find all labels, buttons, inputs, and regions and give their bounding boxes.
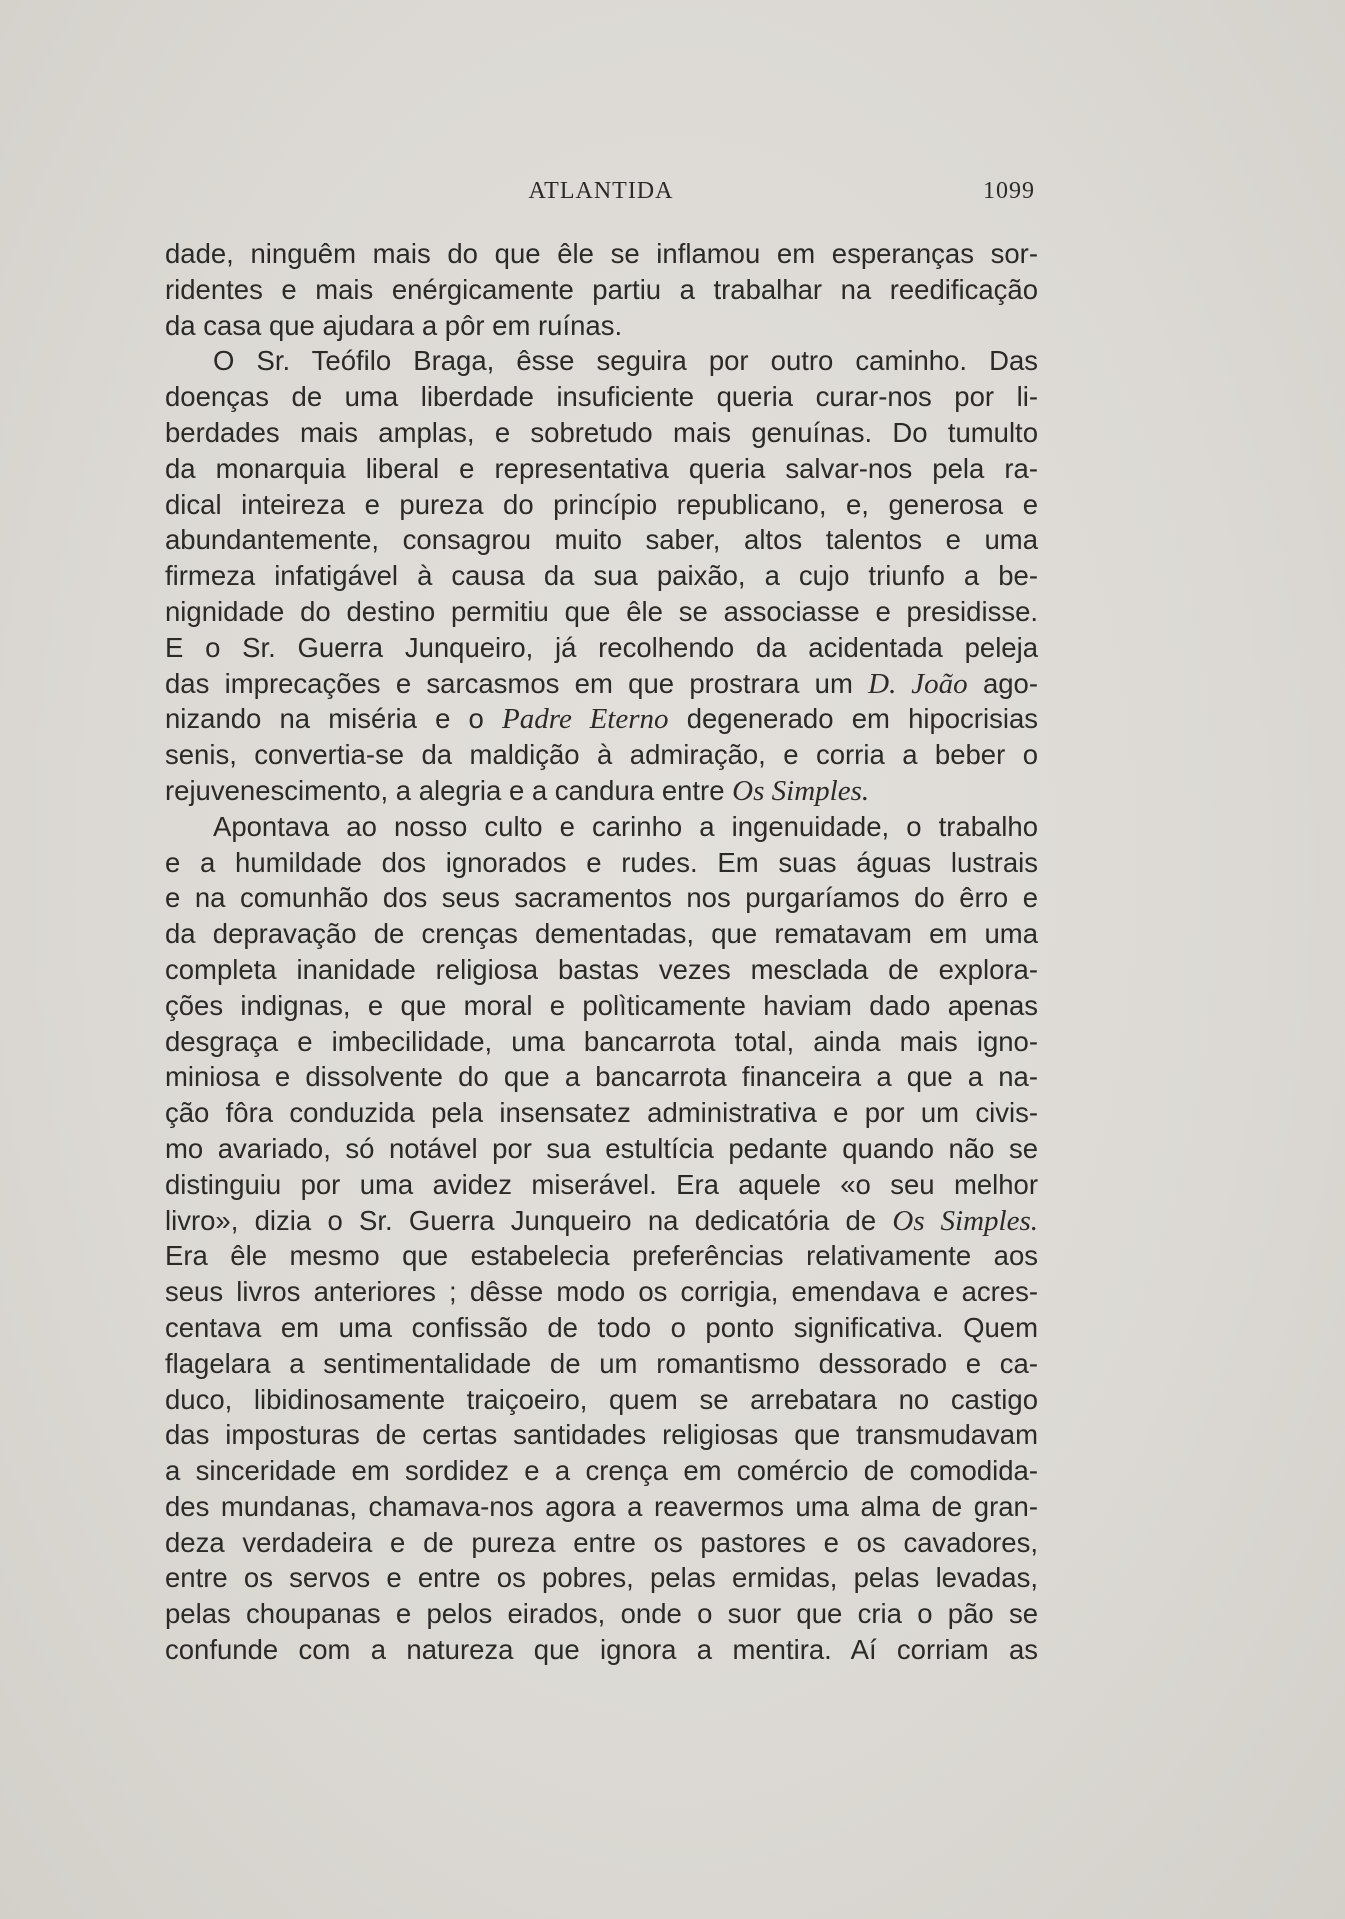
text-line: das imposturas de certas santidades religiosas que transmudavam: [165, 1419, 1038, 1451]
page-number: 1099: [983, 178, 1035, 204]
text-line: E o Sr. Guerra Junqueiro, já recolhendo da acidentada peleja: [165, 631, 1038, 663]
text-line: duco, libidinosamente traiçoeiro, quem se arrebatara no castigo: [165, 1383, 1038, 1415]
text-line: ções indignas, e que moral e polìticamente haviam dado apenas: [165, 989, 1038, 1021]
text-segment: ago-: [967, 667, 1038, 699]
text-line: a sinceridade em sordidez e a crença em comércio de comodida-: [165, 1455, 1038, 1487]
text-line: entre os servos e entre os pobres, pelas ermidas, pelas levadas,: [165, 1562, 1038, 1594]
text-line: pelas choupanas e pelos eirados, onde o suor que cria o pão se: [165, 1598, 1038, 1630]
text-line: seus livros anteriores ; dêsse modo os corrigia, emendava e acres-: [165, 1276, 1038, 1308]
text-segment: das imprecações e sarcasmos em que prostrara um: [165, 667, 869, 699]
italic-title: Os Simples.: [892, 1204, 1038, 1237]
text-line: e a humildade dos ignorados e rudes. Em suas águas lustrais: [165, 846, 1038, 878]
running-title: ATLANTIDA: [528, 178, 674, 204]
text-line: dade, ninguêm mais do que êle se inflamou em esperanças sor-: [165, 238, 1038, 269]
text-line: flagelara a sentimentalidade de um romantismo dessorado e ca-: [165, 1347, 1038, 1379]
text-line: miniosa e dissolvente do que a bancarrota financeira a que a na-: [165, 1061, 1038, 1093]
text-line: da casa que ajudara a pôr em ruínas.: [165, 309, 623, 341]
text-line: e na comunhão dos seus sacramentos nos purgaríamos do êrro e: [165, 882, 1038, 914]
text-line: Apontava ao nosso culto e carinho a ingenuidade, o trabalho: [213, 810, 1038, 842]
text-segment: livro», dizia o Sr. Guerra Junqueiro na dedicatória de: [165, 1204, 893, 1236]
text-line: nignidade do destino permitiu que êle se associasse e presidisse.: [165, 595, 1038, 627]
text-line: da depravação de crenças dementadas, que rematavam em uma: [165, 918, 1038, 950]
text-line: des mundanas, chamava-nos agora a reavermos uma alma de gran-: [165, 1490, 1038, 1522]
text-line: mo avariado, só notável por sua estultícia pedante quando não se: [165, 1132, 1038, 1164]
text-line: distinguiu por uma avidez miserável. Era aquele «o seu melhor: [165, 1168, 1038, 1200]
text-line: doenças de uma liberdade insuficiente queria curar-nos por li-: [165, 381, 1038, 413]
text-line: ção fôra conduzida pela insensatez administrativa e por um civis-: [165, 1097, 1038, 1129]
text-line: Era êle mesmo que estabelecia preferências relativamente aos: [165, 1240, 1038, 1272]
text-line: ridentes e mais enérgicamente partiu a trabalhar na reedificação: [165, 273, 1038, 305]
text-line: dical inteireza e pureza do princípio republicano, e, generosa e: [165, 488, 1038, 520]
text-segment: rejuvenescimento, a alegria e a candura entre: [165, 774, 733, 806]
text-line: firmeza infatigável à causa da sua paixão, a cujo triunfo a be-: [165, 560, 1038, 592]
text-line: desgraça e imbecilidade, uma bancarrota total, ainda mais igno-: [165, 1025, 1038, 1057]
text-line: [165, 1203, 1038, 1239]
text-line: berdades mais amplas, e sobretudo mais genuínas. Do tumulto: [165, 416, 1038, 448]
text-line: completa inanidade religiosa bastas vezes mesclada de explora-: [165, 953, 1038, 985]
text-line: abundantemente, consagrou muito saber, altos talentos e uma: [165, 524, 1038, 556]
text-segment: nizando na miséria e o: [165, 703, 503, 735]
italic-title: Padre Eterno: [502, 703, 669, 736]
text-segment: degenerado em hipocrisias: [668, 703, 1038, 735]
italic-title: D. João: [868, 667, 968, 700]
text-line: [165, 701, 1038, 737]
text-line: O Sr. Teófilo Braga, êsse seguira por outro caminho. Das: [213, 345, 1038, 377]
text-line: [165, 773, 1038, 809]
text-line: senis, convertia-se da maldição à admiração, e corria a beber o: [165, 739, 1038, 771]
text-line: [165, 666, 1038, 702]
body-text: [165, 236, 1038, 1668]
italic-title: Os Simples.: [732, 774, 870, 807]
text-line: da monarquia liberal e representativa queria salvar-nos pela ra-: [165, 452, 1038, 484]
running-header: [167, 178, 1035, 210]
text-line: deza verdadeira e de pureza entre os pastores e os cavadores,: [165, 1526, 1038, 1558]
text-line: confunde com a natureza que ignora a mentira. Aí corriam as: [165, 1634, 1038, 1666]
text-line: centava em uma confissão de todo o ponto significativa. Quem: [165, 1311, 1038, 1343]
